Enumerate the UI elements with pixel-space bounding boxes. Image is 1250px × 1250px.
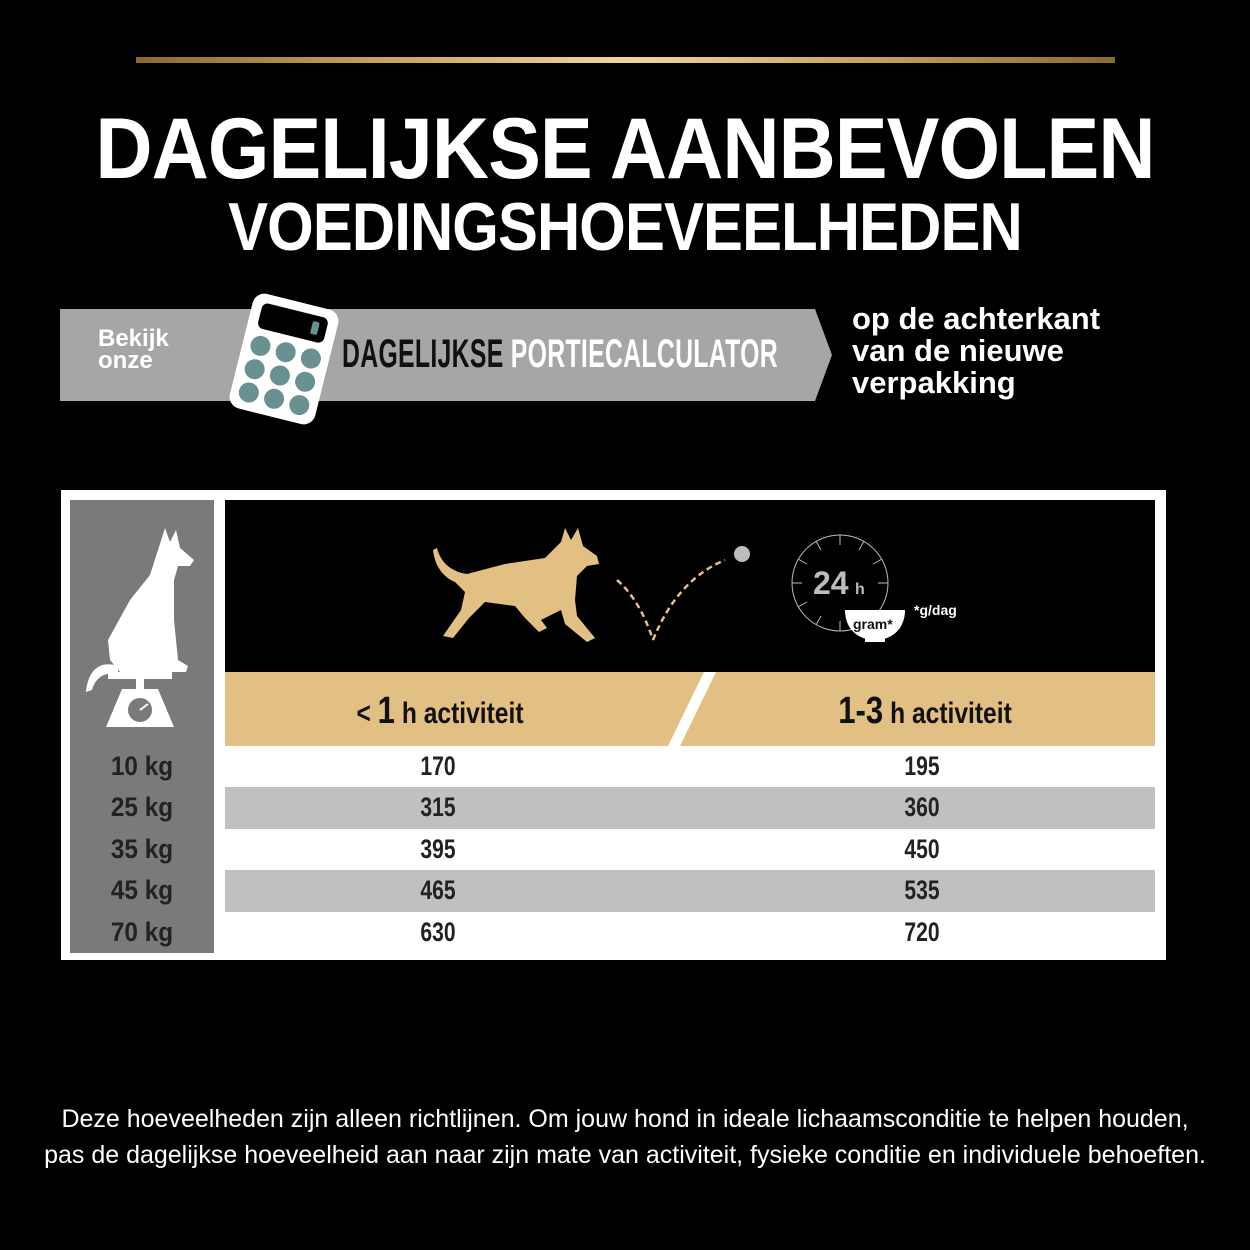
24h-clock-bowl-icon — [785, 528, 905, 658]
cell-low-activity: 465 — [420, 875, 456, 906]
cell-low-activity: 170 — [420, 751, 456, 781]
table-row — [225, 829, 1155, 870]
banner-label — [342, 332, 778, 376]
weight-labels — [70, 746, 214, 953]
banner-label-dark: DAGELIJKSE — [342, 332, 504, 376]
banner-lead-line-1: Bekijk — [98, 325, 169, 352]
svg-text:h: h — [855, 581, 865, 598]
cell-high-activity: 720 — [904, 916, 940, 947]
dog-on-scale-icon — [70, 520, 214, 740]
weight-label: 25 kg — [110, 792, 174, 823]
banner-lead-text — [98, 325, 169, 374]
table-row — [225, 912, 1155, 953]
weight-label: 10 kg — [110, 751, 174, 781]
clock-label: 24 — [813, 565, 849, 601]
weight-label: 70 kg — [110, 916, 174, 947]
table-row — [225, 787, 1155, 828]
feeding-table-body — [225, 746, 1155, 953]
cell-low-activity: 395 — [420, 833, 456, 864]
banner-side-line-1: op de achterkant — [852, 301, 1101, 336]
running-dog-with-ball-icon — [415, 520, 775, 650]
disclaimer-text: Deze hoeveelheden zijn alleen richtlijnen. Om jouw hond in ideale lichaamsconditie te helpen houden, pas de dagelijkse hoeveelheid aan naar zijn mate van activiteit, fysieke conditie en individuele behoeften. — [44, 1105, 1206, 1169]
table-row — [225, 746, 1155, 787]
unit-note: *g/dag — [914, 602, 957, 618]
banner-label-light: PORTIECALCULATOR — [510, 332, 778, 376]
col2-suffix: h activiteit — [883, 697, 1012, 730]
col1-suffix: h activiteit — [395, 697, 524, 730]
col1-prefix: < — [356, 697, 378, 730]
activity-header-panel — [225, 500, 1155, 672]
column-header-low-activity — [292, 690, 587, 733]
cell-high-activity: 535 — [904, 875, 940, 906]
column-header-high-activity — [773, 690, 1076, 733]
banner-side-text — [852, 303, 1100, 399]
page-title: DAGELIJKSE AANBEVOLEN — [95, 101, 1155, 197]
svg-text:gram*: gram* — [853, 616, 893, 632]
banner-side-line-3: verpakking — [852, 365, 1016, 400]
col1-number: 1 — [377, 690, 396, 732]
cell-high-activity: 195 — [904, 751, 940, 781]
weight-label: 45 kg — [110, 875, 174, 906]
weight-label: 35 kg — [110, 833, 174, 864]
banner-lead-line-2: onze — [98, 347, 153, 374]
cell-high-activity: 360 — [904, 792, 940, 823]
table-row — [225, 870, 1155, 911]
cell-high-activity: 450 — [904, 833, 940, 864]
cell-low-activity: 630 — [420, 916, 456, 947]
banner-side-line-2: van de nieuwe — [852, 333, 1064, 368]
page-subtitle: VOEDINGSHOEVEELHEDEN — [228, 189, 1022, 265]
gold-accent-line — [136, 57, 1115, 63]
cell-low-activity: 315 — [420, 792, 456, 823]
col2-number: 1-3 — [838, 690, 884, 732]
